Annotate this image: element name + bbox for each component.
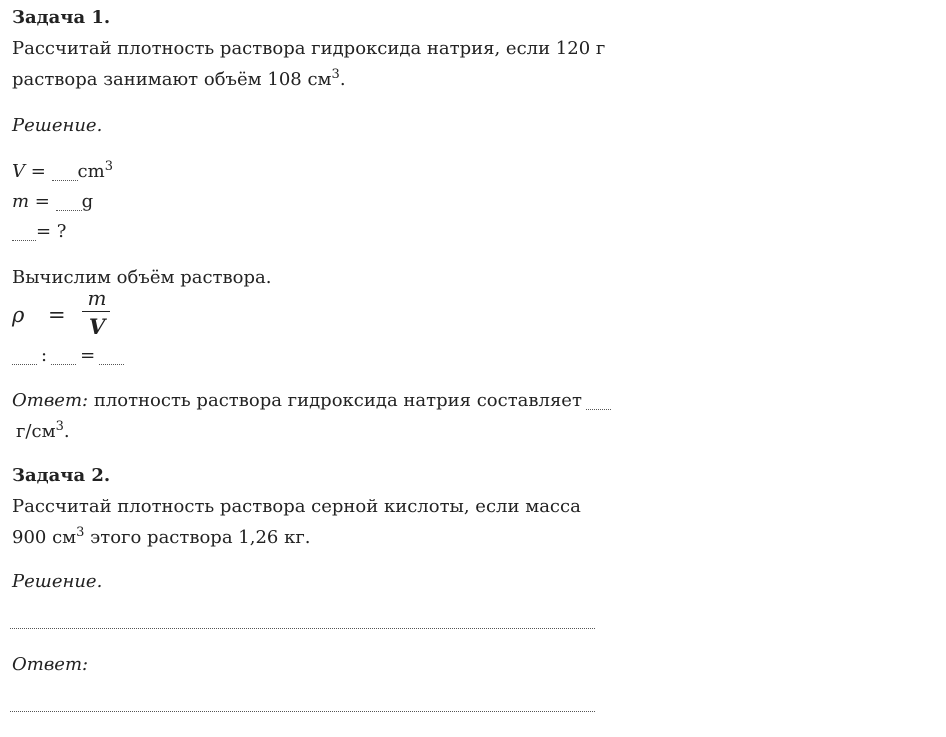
task1-solution-label: Решение. — [12, 115, 103, 136]
given-mass-row — [12, 190, 93, 214]
answer-unit-end: . — [63, 421, 70, 442]
task1-text-line2-sup: 3 — [331, 67, 340, 82]
mass-input[interactable] — [56, 194, 82, 211]
density-formula — [12, 286, 122, 338]
task2-text-line1: Рассчитай плотность раствора серной кислоты, если масса — [12, 496, 581, 517]
mass-equals: = — [29, 191, 56, 212]
task2-text-line2-sup: 3 — [76, 525, 85, 540]
mass-variable: m — [12, 191, 30, 212]
volume-unit: cm — [77, 161, 105, 182]
task1-text-line2 — [12, 68, 346, 92]
task1-text-line2-end: . — [339, 69, 346, 90]
volume-unit-sup: 3 — [104, 159, 113, 174]
task1-answer-text: плотность раствора гидроксида натрия составляет — [88, 390, 582, 411]
task2-answer-input[interactable] — [10, 711, 595, 712]
task1-text-line1: Рассчитай плотность раствора гидроксида натрия, если 120 г — [12, 38, 606, 59]
calc-row — [12, 344, 124, 368]
answer-unit-sup: 3 — [55, 419, 64, 434]
task1-answer-unit — [16, 420, 70, 444]
task1-text-line2-main: раствора занимают объём 108 см — [12, 69, 332, 90]
task1-title: Задача 1. — [12, 7, 111, 28]
task2-solution-label: Решение. — [12, 571, 103, 592]
calc-colon: : — [41, 345, 48, 366]
formula-fraction-bar — [82, 311, 110, 312]
calc-equals: = — [80, 345, 96, 366]
formula-equals: = — [48, 303, 66, 327]
given-volume-row — [12, 160, 113, 184]
task2-answer-label: Ответ: — [12, 654, 89, 675]
formula-rho: ρ — [12, 303, 25, 327]
calc-volume-input[interactable] — [51, 348, 76, 365]
answer-unit-main: г/см — [16, 421, 56, 442]
task2-solution-input[interactable] — [10, 628, 595, 629]
calc-result-input[interactable] — [99, 348, 124, 365]
unknown-variable-input[interactable] — [12, 224, 36, 241]
formula-denominator: V — [88, 314, 106, 339]
volume-equals: = — [25, 161, 52, 182]
calc-mass-input[interactable] — [12, 348, 37, 365]
volume-input[interactable] — [52, 164, 78, 181]
task1-answer-label: Ответ: — [12, 390, 89, 411]
task2-title: Задача 2. — [12, 465, 111, 486]
unknown-row — [12, 220, 66, 244]
task2-text-line2-main: 900 см — [12, 527, 77, 548]
task2-text-line2 — [12, 526, 310, 550]
mass-unit: g — [81, 191, 94, 212]
task1-answer-input[interactable] — [586, 393, 611, 410]
formula-numerator: m — [87, 286, 107, 310]
unknown-suffix: = ? — [36, 221, 67, 242]
task2-text-line2-end: этого раствора 1,26 кг. — [84, 527, 311, 548]
task1-answer-row — [12, 389, 611, 413]
calc-text: Вычислим объём раствора. — [12, 267, 272, 288]
volume-variable: V — [12, 161, 25, 182]
